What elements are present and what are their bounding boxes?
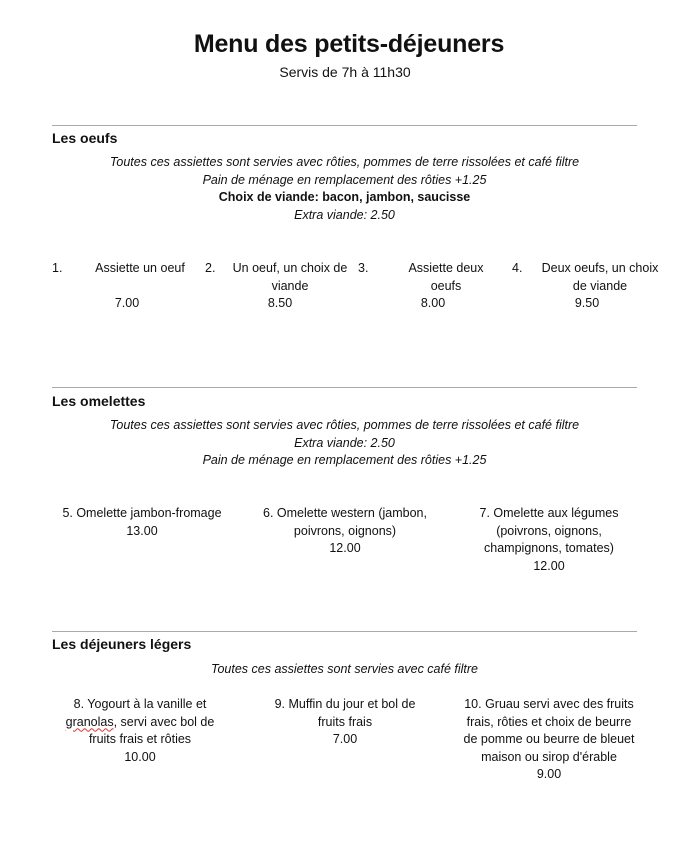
item-name: 6. Omelette western (jambon, poivrons, oignons) — [263, 506, 427, 538]
note: Toutes ces assiettes sont servies avec rôties, pommes de terre rissolées et café filtre — [109, 155, 580, 169]
note: Pain de ménage en remplacement des rôties +1.25 — [202, 453, 487, 467]
item-price: 9.00 — [536, 767, 562, 781]
item-name-part: 8. Yogourt à la vanille et — [73, 697, 207, 711]
item-name: Assiette un oeuf — [95, 261, 185, 275]
item-price: 13.00 — [126, 523, 158, 538]
item-price: 8.50 — [267, 296, 293, 310]
item-price: 10.00 — [124, 749, 156, 764]
section-title-omelettes: Les omelettes — [52, 393, 146, 409]
spellcheck-flagged-word: granolas — [65, 714, 114, 729]
section-divider — [52, 631, 637, 632]
page-title: Menu des petits-déjeuners — [193, 30, 505, 58]
item-price: 8.00 — [420, 296, 446, 310]
section-divider — [52, 125, 637, 126]
note: Toutes ces assiettes sont servies avec rôties, pommes de terre rissolées et café filtre — [109, 418, 580, 432]
item-price: 12.00 — [533, 558, 565, 573]
menu-item — [255, 505, 435, 558]
note: Choix de viande: bacon, jambon, saucisse — [218, 190, 471, 204]
note: Extra viande: 2.50 — [294, 435, 395, 450]
item-name: Assiette deux oeufs — [408, 261, 484, 293]
section-divider — [52, 387, 637, 388]
menu-item — [460, 696, 638, 784]
item-name: Deux oeufs, un choix de viande — [541, 261, 659, 293]
page-subtitle: Servis de 7h à 11h30 — [279, 64, 411, 80]
item-name: 7. Omelette aux légumes (poivrons, oignons, champignons, tomates) — [479, 506, 619, 555]
menu-item — [205, 260, 355, 313]
item-name: 9. Muffin du jour et bol de fruits frais — [274, 697, 416, 729]
note: Pain de ménage en remplacement des rôties +1.25 — [202, 172, 487, 187]
item-number: 2. — [205, 261, 216, 275]
item-price: 7.00 — [114, 295, 140, 310]
item-price: 7.00 — [332, 732, 358, 746]
item-name: 10. Gruau servi avec des fruits frais, rôties et choix de beurre de pomme ou beurre de bleuet maison ou sirop d'érable — [463, 697, 635, 764]
item-name: 5. Omelette jambon-fromage — [62, 506, 222, 520]
item-number: 1. — [52, 261, 63, 275]
section-title-oeufs: Les oeufs — [52, 130, 118, 146]
item-name: Un oeuf, un choix de viande — [232, 261, 348, 293]
item-price: 9.50 — [574, 296, 600, 310]
note: Extra viande: 2.50 — [294, 207, 395, 222]
item-name — [55, 696, 225, 749]
menu-item — [464, 505, 634, 575]
item-number: 3. — [358, 261, 369, 275]
menu-item — [52, 505, 232, 540]
note: Toutes ces assiettes sont servies avec café filtre — [210, 662, 479, 676]
menu-item — [55, 696, 225, 766]
item-price: 12.00 — [329, 541, 361, 555]
item-number: 4. — [512, 261, 523, 275]
menu-item — [358, 260, 508, 313]
menu-item — [260, 696, 430, 749]
section-title-dejeuners-legers: Les déjeuners légers — [52, 636, 192, 652]
section-notes-omelettes — [52, 417, 637, 470]
menu-item — [52, 260, 202, 312]
item-name-part: , servi avec bol de fruits frais et rôties — [88, 714, 215, 746]
section-notes-dejeuners-legers — [52, 661, 637, 679]
section-notes-oeufs — [52, 154, 637, 224]
menu-item — [512, 260, 662, 313]
